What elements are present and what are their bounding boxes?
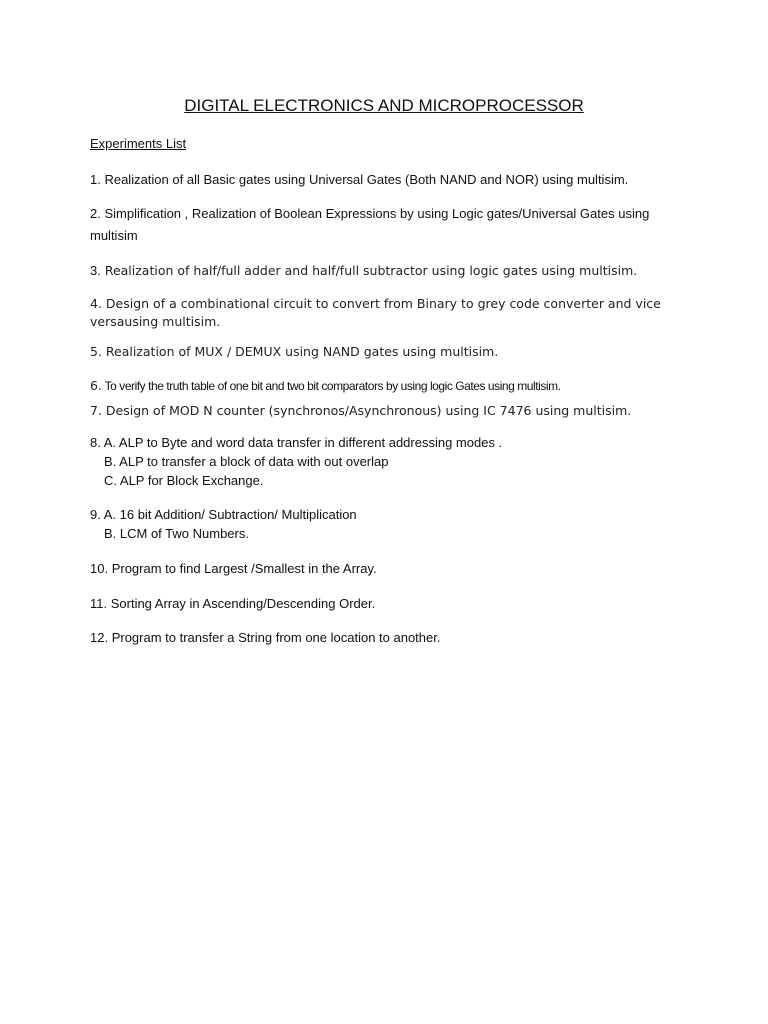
- list-item: [90, 172, 628, 187]
- item-number: 6.: [90, 378, 102, 393]
- list-item: [90, 561, 377, 576]
- list-item: [90, 507, 357, 522]
- item-text: To verify the truth table of one bit and two bit comparators by using logic Gates using multisim.: [101, 379, 561, 393]
- sub-item: C. ALP for Block Exchange.: [104, 473, 264, 488]
- item-number: 10.: [90, 561, 109, 576]
- list-item-continuation: multisim: [90, 228, 138, 243]
- list-item: [90, 596, 375, 611]
- list-item: [90, 630, 440, 645]
- item-number: 2.: [90, 206, 101, 221]
- item-text: Program to transfer a String from one location to another.: [108, 630, 441, 645]
- page-title: DIGITAL ELECTRONICS AND MICROPROCESSOR: [184, 96, 584, 115]
- list-item: [90, 344, 498, 359]
- item-text: Realization of MUX / DEMUX using NAND gates using multisim.: [101, 344, 499, 359]
- list-item: [90, 296, 661, 311]
- item-number: 11.: [90, 596, 108, 611]
- item-text: Simplification , Realization of Boolean Expressions by using Logic gates/Universal Gates using: [100, 206, 650, 221]
- item-text: Realization of half/full adder and half/full subtractor using logic gates using multisim.: [100, 263, 638, 278]
- item-number: 3.: [90, 263, 101, 278]
- list-item: [90, 263, 637, 278]
- list-item-continuation: versausing multisim.: [90, 314, 221, 329]
- list-item: [90, 377, 561, 395]
- item-text: Design of a combinational circuit to convert from Binary to grey code converter and vice: [101, 296, 661, 311]
- item-number: 12.: [90, 630, 109, 645]
- item-number: 1.: [90, 172, 101, 187]
- item-number: 4.: [90, 296, 102, 311]
- item-number: 5.: [90, 344, 102, 359]
- item-text: Program to find Largest /Smallest in the Array.: [108, 561, 377, 576]
- item-number: 7.: [90, 403, 102, 418]
- sub-item: B. LCM of Two Numbers.: [104, 526, 249, 541]
- section-heading: Experiments List: [90, 136, 187, 151]
- list-item: [90, 403, 631, 418]
- sub-item: B. ALP to transfer a block of data with out overlap: [104, 454, 389, 469]
- list-item: [90, 435, 502, 450]
- item-text: Realization of all Basic gates using Universal Gates (Both NAND and NOR) using multisim.: [100, 172, 629, 187]
- item-text: Design of MOD N counter (synchronos/Asynchronous) using IC 7476 using multisim.: [101, 403, 632, 418]
- item-text: A. 16 bit Addition/ Subtraction/ Multiplication: [100, 507, 357, 522]
- item-number: 9.: [90, 507, 101, 522]
- list-item: [90, 206, 649, 221]
- item-text: A. ALP to Byte and word data transfer in different addressing modes .: [100, 435, 503, 450]
- item-number: 8.: [90, 435, 101, 450]
- item-text: Sorting Array in Ascending/Descending Order.: [107, 596, 376, 611]
